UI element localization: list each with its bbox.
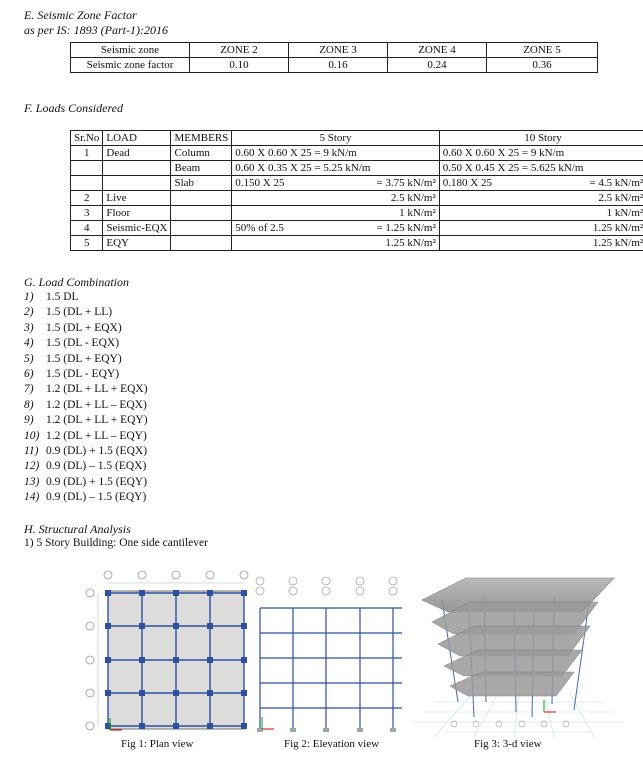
table-cell: Dead <box>103 146 171 161</box>
table-cell: Live <box>103 191 171 206</box>
table-header: 5 Story <box>232 131 439 146</box>
table-cell: = 4.5 kN/m² <box>586 176 643 191</box>
list-item <box>24 413 148 428</box>
table-cell <box>373 146 439 161</box>
table-cell: 1 kN/m² <box>586 206 643 221</box>
list-item <box>24 321 148 336</box>
table-cell: ZONE 2 <box>190 43 289 58</box>
table-cell: Seismic-EQX <box>103 221 171 236</box>
loads-table <box>70 130 643 251</box>
table-cell: Beam <box>171 161 232 176</box>
table-cell <box>586 161 643 176</box>
list-item <box>24 444 148 459</box>
table-cell: Slab <box>171 176 232 191</box>
list-item-text: 1.2 (DL + LL + EQY) <box>46 414 148 427</box>
table-cell: 0.60 X 0.60 X 25 = 9 kN/m <box>232 146 374 161</box>
table-cell: Seismic zone <box>71 43 190 58</box>
list-item-text: 1.5 (DL + EQY) <box>46 352 122 365</box>
section-f-title: F. Loads Considered <box>24 101 124 115</box>
table-cell: = 1.25 kN/m² <box>373 221 439 236</box>
table-cell: 0.60 X 0.60 X 25 = 9 kN/m <box>439 146 586 161</box>
list-item <box>24 336 148 351</box>
table-cell: 0.60 X 0.35 X 25 = 5.25 kN/m <box>232 161 374 176</box>
table-cell <box>439 236 586 251</box>
table-header: MEMBERS <box>171 131 232 146</box>
list-item-number: 11) <box>24 445 39 458</box>
table-cell <box>232 206 374 221</box>
section-g-title: G. Load Combination <box>24 275 130 289</box>
list-item-text: 1.5 (DL + LL) <box>46 306 113 319</box>
table-row <box>71 43 598 58</box>
table-cell: 0.36 <box>487 58 598 73</box>
table-cell <box>232 191 374 206</box>
list-item-number: 3) <box>24 321 34 334</box>
table-header: LOAD <box>103 131 171 146</box>
list-item <box>24 490 148 505</box>
table-row <box>71 176 643 191</box>
table-row <box>71 161 643 176</box>
list-item <box>24 382 148 397</box>
table-cell <box>373 161 439 176</box>
table-cell: Floor <box>103 206 171 221</box>
table-row <box>71 236 643 251</box>
table-cell: ZONE 3 <box>289 43 388 58</box>
list-item-number: 9) <box>24 414 34 427</box>
fig1-caption: Fig 1: Plan view <box>121 738 194 750</box>
list-item-number: 5) <box>24 352 34 365</box>
table-cell: 3 <box>71 206 103 221</box>
table-cell: 0.180 X 25 <box>439 176 586 191</box>
list-item-text: 1.2 (DL + LL – EQX) <box>46 398 147 411</box>
list-item <box>24 398 148 413</box>
table-cell: 2 <box>71 191 103 206</box>
fig2-caption: Fig 2: Elevation view <box>284 738 380 750</box>
list-item <box>24 429 148 444</box>
list-item-number: 6) <box>24 368 34 381</box>
table-row <box>71 131 643 146</box>
table-row <box>71 146 643 161</box>
table-cell <box>439 191 586 206</box>
list-item-text: 1.5 (DL - EQY) <box>46 368 120 381</box>
table-cell: ZONE 4 <box>388 43 487 58</box>
list-item-text: 1.2 (DL + LL + EQX) <box>46 383 148 396</box>
table-cell: ZONE 5 <box>487 43 598 58</box>
list-item-text: 0.9 (DL) + 1.5 (EQY) <box>46 475 148 488</box>
table-cell: 4 <box>71 221 103 236</box>
table-cell: EQY <box>103 236 171 251</box>
table-cell: = 3.75 kN/m² <box>373 176 439 191</box>
table-cell: 0.150 X 25 <box>232 176 374 191</box>
3d-view-figure <box>414 572 624 737</box>
table-cell: 5 <box>71 236 103 251</box>
table-cell <box>171 206 232 221</box>
table-cell: 1 kN/m² <box>373 206 439 221</box>
list-item-number: 12) <box>24 460 40 473</box>
list-item <box>24 290 148 305</box>
table-cell <box>71 161 103 176</box>
list-item-text: 1.2 (DL + LL – EQY) <box>46 429 147 442</box>
seismic-zone-table <box>70 42 598 73</box>
table-row <box>71 221 643 236</box>
section-e-title: E. Seismic Zone Factor <box>24 8 137 22</box>
table-cell <box>171 221 232 236</box>
elevation-view-figure <box>252 572 412 735</box>
list-item-number: 2) <box>24 306 34 319</box>
list-item <box>24 352 148 367</box>
table-cell: 2.5 kN/m² <box>373 191 439 206</box>
table-cell <box>71 176 103 191</box>
list-item-number: 14) <box>24 491 40 504</box>
table-cell <box>103 161 171 176</box>
list-item-number: 10) <box>24 429 40 442</box>
list-item-text: 1.5 (DL + EQX) <box>46 321 122 334</box>
section-h-item: 1) 5 Story Building: One side cantilever <box>24 537 208 549</box>
list-item-number: 4) <box>24 337 34 350</box>
table-cell: Column <box>171 146 232 161</box>
list-item-text: 0.9 (DL) – 1.5 (EQX) <box>46 460 147 473</box>
table-cell <box>171 236 232 251</box>
list-item-text: 1.5 DL <box>46 291 79 303</box>
section-h-title: H. Structural Analysis <box>24 522 131 536</box>
table-cell <box>586 146 643 161</box>
list-item-number: 13) <box>24 475 40 488</box>
list-item-number: 1) <box>24 291 34 303</box>
table-cell: 1.25 kN/m² <box>586 221 643 236</box>
table-cell: 0.16 <box>289 58 388 73</box>
table-cell: 1 <box>71 146 103 161</box>
list-item-number: 8) <box>24 398 34 411</box>
table-header: 10 Story <box>439 131 643 146</box>
plan-view-figure <box>80 565 260 740</box>
table-cell: 1.25 kN/m² <box>586 236 643 251</box>
table-cell <box>103 176 171 191</box>
table-cell: 0.50 X 0.45 X 25 = 5.625 kN/m <box>439 161 586 176</box>
table-cell <box>171 191 232 206</box>
list-item-text: 0.9 (DL) – 1.5 (EQY) <box>46 491 147 504</box>
table-cell: 0.10 <box>190 58 289 73</box>
load-combination-list <box>24 290 148 506</box>
table-cell <box>439 206 586 221</box>
list-item-text: 1.5 (DL - EQX) <box>46 337 120 350</box>
list-item-text: 0.9 (DL) + 1.5 (EQX) <box>46 445 148 458</box>
table-cell: Seismic zone factor <box>71 58 190 73</box>
table-cell <box>439 221 586 236</box>
list-item-number: 7) <box>24 383 34 396</box>
table-cell: 50% of 2.5 <box>232 221 374 236</box>
table-cell: 0.24 <box>388 58 487 73</box>
list-item <box>24 459 148 474</box>
table-cell: 2.5 kN/m² <box>586 191 643 206</box>
table-header: Sr.No <box>71 131 103 146</box>
section-e-subtitle: as per IS: 1893 (Part-1):2016 <box>24 23 168 37</box>
table-cell: 1.25 kN/m² <box>373 236 439 251</box>
table-cell <box>232 236 374 251</box>
table-row <box>71 191 643 206</box>
table-row <box>71 206 643 221</box>
list-item <box>24 305 148 320</box>
list-item <box>24 367 148 382</box>
fig3-caption: Fig 3: 3-d view <box>474 738 542 750</box>
table-row <box>71 58 598 73</box>
list-item <box>24 475 148 490</box>
